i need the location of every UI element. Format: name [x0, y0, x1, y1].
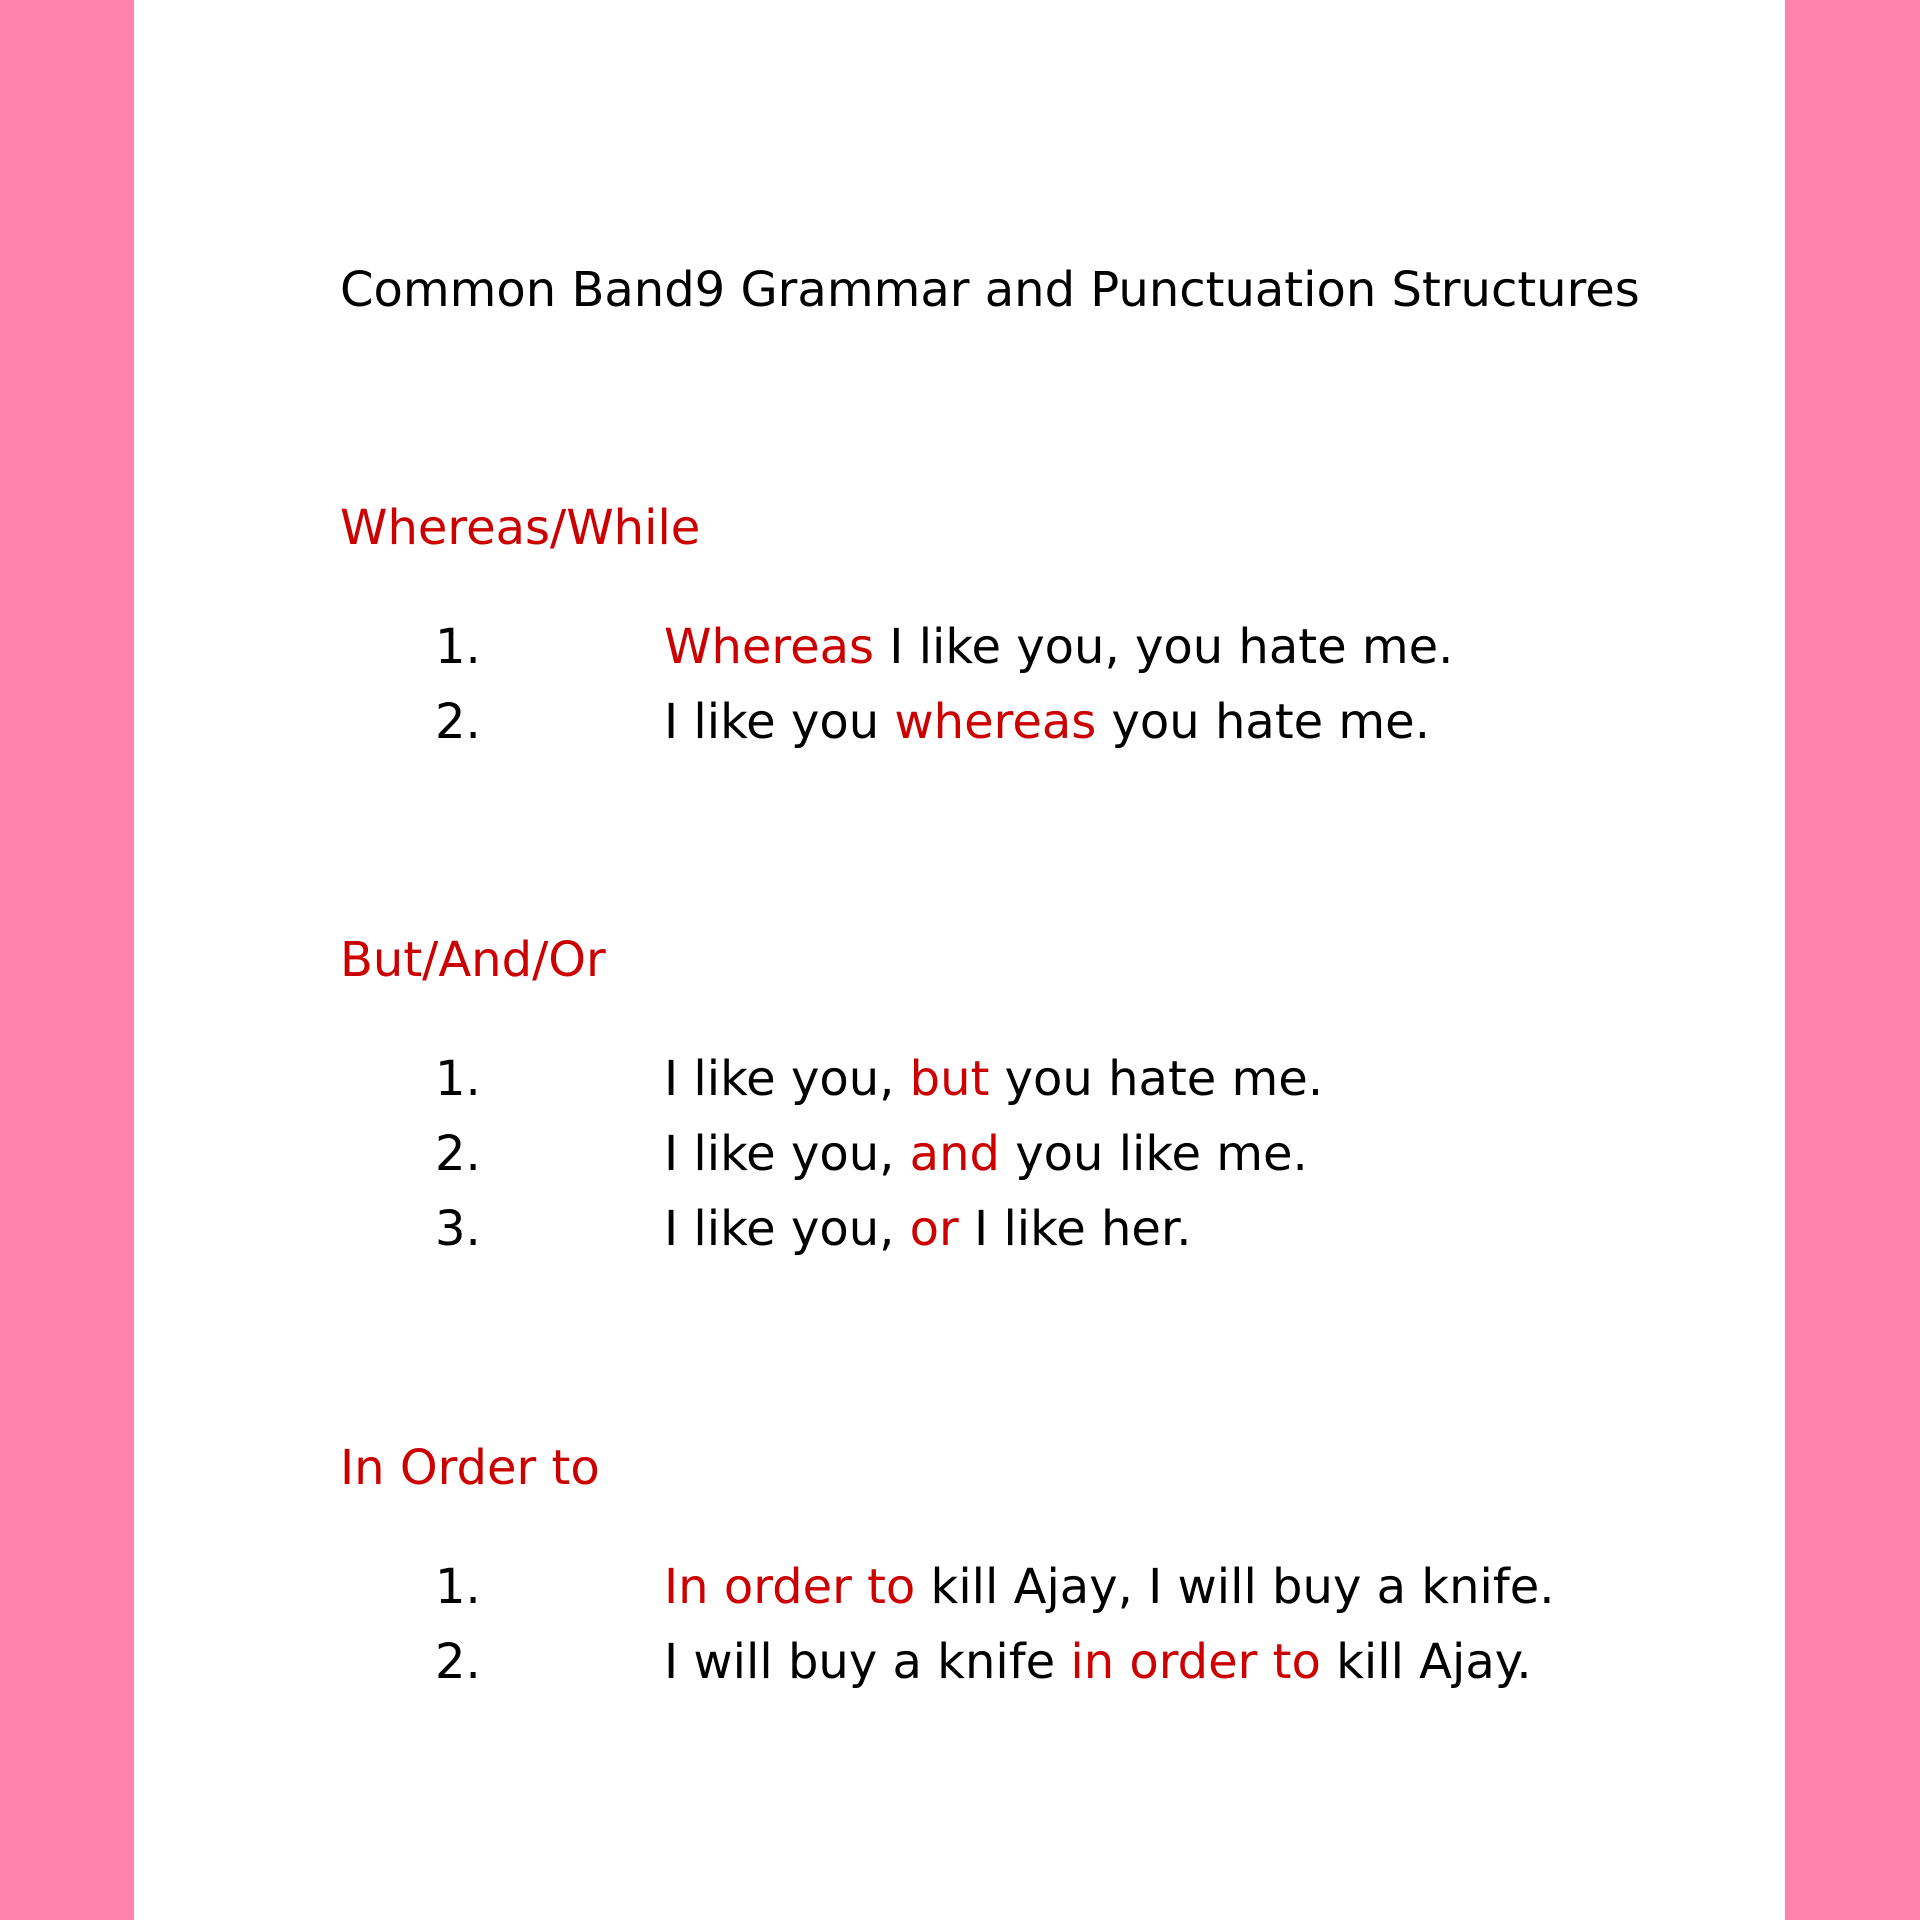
list-item	[340, 1555, 1555, 1630]
sentence-text-before: I like you,	[664, 1201, 910, 1257]
example-list	[340, 1555, 1555, 1705]
example-sentence	[664, 1047, 1323, 1111]
list-item	[340, 615, 1454, 690]
highlighted-keyword: In order to	[664, 1559, 916, 1615]
list-item	[340, 1197, 1192, 1272]
list-item	[340, 1122, 1308, 1197]
section-heading: Whereas/While	[340, 500, 701, 556]
example-sentence	[664, 1122, 1308, 1186]
document-page	[134, 0, 1785, 1920]
section-heading: In Order to	[340, 1440, 600, 1496]
sentence-text-before: I will buy a knife	[664, 1634, 1071, 1690]
example-list	[340, 615, 1454, 765]
section-whereas-while	[340, 496, 1454, 765]
list-number: 1.	[435, 1051, 481, 1107]
list-number: 2.	[435, 1634, 481, 1690]
list-number: 3.	[435, 1201, 481, 1257]
list-number: 1.	[435, 1559, 481, 1615]
example-sentence	[664, 690, 1430, 754]
highlighted-keyword: but	[909, 1051, 990, 1107]
list-item	[340, 1047, 1324, 1122]
section-in-order-to	[340, 1436, 1555, 1705]
sentence-text-after: kill Ajay.	[1320, 1634, 1532, 1690]
highlighted-keyword: and	[909, 1126, 1000, 1182]
list-item	[340, 1630, 1532, 1705]
example-sentence	[664, 1197, 1192, 1261]
example-sentence	[664, 1555, 1555, 1619]
highlighted-keyword: or	[909, 1201, 959, 1257]
list-number: 2.	[435, 1126, 481, 1182]
list-number: 1.	[435, 619, 481, 675]
sentence-text-after: you like me.	[999, 1126, 1308, 1182]
list-number: 2.	[435, 694, 481, 750]
highlighted-keyword: whereas	[894, 694, 1097, 750]
example-sentence	[664, 615, 1453, 679]
page-title: Common Band9 Grammar and Punctuation Structures	[340, 262, 1640, 318]
sentence-text-before: I like you	[664, 694, 895, 750]
sentence-text-before: I like you,	[664, 1126, 910, 1182]
example-sentence	[664, 1630, 1532, 1694]
example-list	[340, 1047, 1324, 1272]
sentence-text-after: I like you, you hate me.	[874, 619, 1454, 675]
list-item	[340, 690, 1430, 765]
sentence-text-before: I like you,	[664, 1051, 910, 1107]
highlighted-keyword: Whereas	[664, 619, 875, 675]
sentence-text-after: I like her.	[958, 1201, 1192, 1257]
sentence-text-after: you hate me.	[989, 1051, 1324, 1107]
highlighted-keyword: in order to	[1070, 1634, 1321, 1690]
section-but-and-or	[340, 928, 1324, 1272]
sentence-text-after: kill Ajay, I will buy a knife.	[915, 1559, 1555, 1615]
section-heading: But/And/Or	[340, 932, 606, 988]
sentence-text-after: you hate me.	[1096, 694, 1430, 750]
